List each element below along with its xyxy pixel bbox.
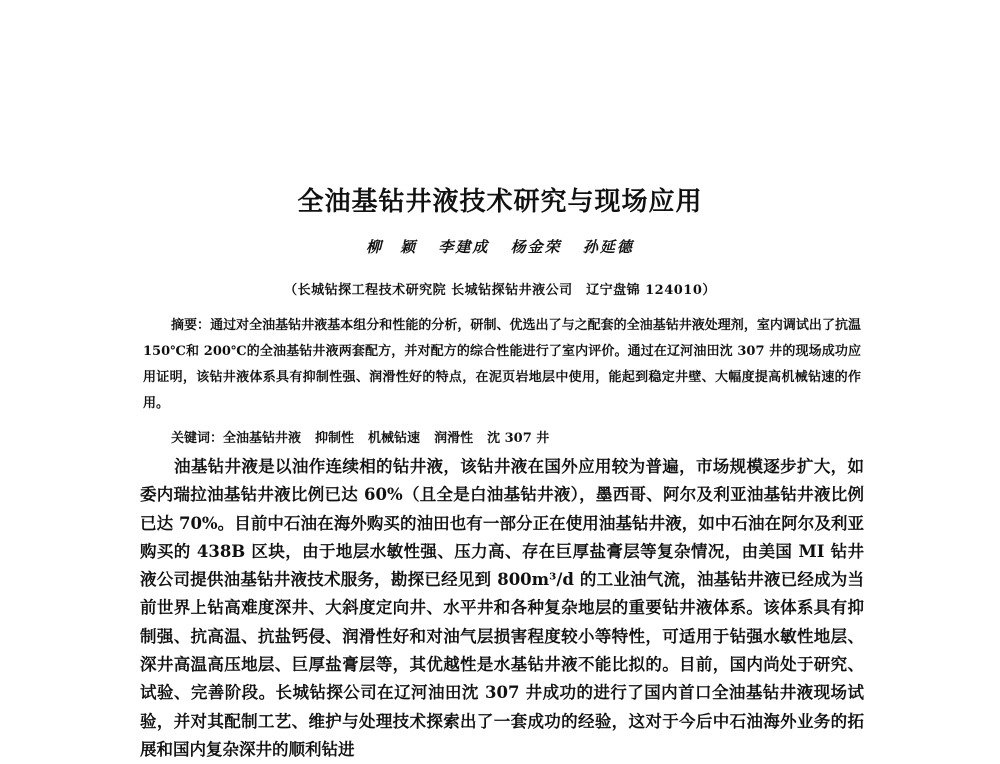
body-paragraph: 油基钻井液是以油作连续相的钻井液，该钻井液在国外应用较为普遍，市场规模逐步扩大，如委内瑞拉油基钻井液比例已达 60%（且全是白油基钻井液），墨西哥、阿尔及利亚油基钻井液比例已达 70%。目前中石油在海外购买的油田也有一部分正在使用油基钻井液，如中石油在阿尔及利亚购买的 438B 区块，由于地层水敏性强、压力高、存在巨厚盐膏层等复杂情况，由美国 MI 钻井液公司提供油基钻井液技术服务，勘探已经见到 800m³/d 的工业油气流，油基钻井液已经成为当前世界上钻高难度深井、大斜度定向井、水平井和各种复杂地层的重要钻井液体系。该体系具有抑制强、抗高温、抗盐钙侵、润滑性好和对油气层损害程度较小等特性，可适用于钻强水敏性地层、深井高温高压地层、巨厚盐膏层等，其优越性是水基钻井液不能比拟的。目前，国内尚处于研究、试验、完善阶段。长城钻探公司在辽河油田沈 307 井成功的进行了国内首口全油基钻井液现场试验，并对其配制工艺、维护与处理技术探索出了一套成功的经验，这对于今后中石油海外业务的拓展和国内复杂深井的顺利钻进 [140,457,864,759]
keyword: 润滑性 [434,431,474,446]
author-name: 李建成 [438,238,490,256]
author-name: 孙延德 [582,238,634,256]
author-affiliation: （长城钻探工程技术研究院 长城钻探钻井液公司 辽宁盘锦 124010） [284,283,716,298]
keyword: 沈 307 井 [487,431,550,446]
keyword: 机械钻速 [368,431,421,446]
abstract-text: 通过对全油基钻井液基本组分和性能的分析，研制、优选出了与之配套的全油基钻井液处理剂，室内调试出了抗温 150℃和 200℃的全油基钻井液两套配方，并对配方的综合性能进行了室内评价。通过在辽河油田沈 307 井的现场成功应用证明，该钻井液体系具有抑制性强、润滑性好的特点，在泥页岩地层中使用，能起到稳定井壁、大幅度提高机械钻速的作用。 [143,318,861,411]
abstract-label: 摘要： [171,318,211,333]
author-name: 柳 颖 [366,238,418,256]
keyword: 全油基钻井液 [223,431,302,446]
paper-title: 全油基钻井液技术研究与现场应用 [297,187,703,217]
abstract [143,313,861,417]
keywords-label: 关键词： [171,431,224,446]
author-list [0,236,1000,257]
keyword: 抑制性 [315,431,355,446]
keywords [171,427,861,446]
author-name: 杨金荣 [510,238,562,256]
